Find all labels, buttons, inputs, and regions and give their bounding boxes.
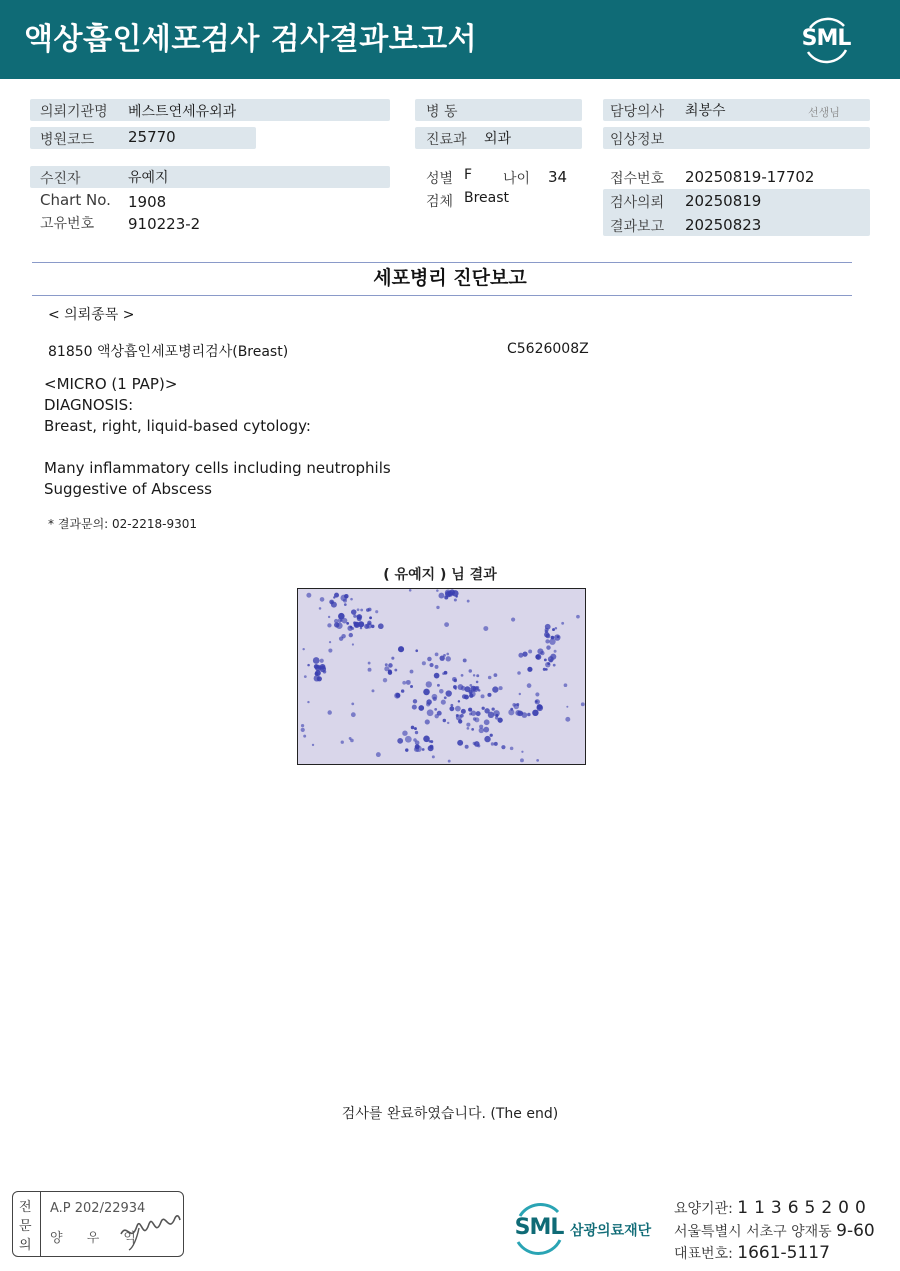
stained-cell (430, 740, 433, 743)
sex-value: F (464, 167, 473, 183)
stamp-license-no: A.P 202/22934 (50, 1201, 146, 1216)
stained-cell (483, 727, 489, 733)
stained-cell (319, 607, 322, 610)
stained-cell (426, 681, 432, 687)
stained-cell (494, 673, 498, 677)
stained-cell (432, 694, 438, 700)
stained-cell (353, 614, 356, 617)
report-line: <MICRO (1 PAP)> (44, 375, 178, 393)
stained-cell (463, 658, 467, 662)
stained-cell (452, 590, 459, 597)
stained-cell (425, 719, 430, 724)
stained-cell (537, 705, 544, 712)
stained-cell (484, 719, 490, 725)
stained-cell (410, 685, 413, 688)
stained-cell (554, 634, 560, 640)
patient-value: 유예지 (128, 170, 169, 186)
stained-cell (398, 646, 404, 652)
stained-cell (450, 704, 453, 707)
stained-cell (446, 690, 452, 696)
report-header (0, 0, 900, 79)
stained-cell (341, 634, 345, 638)
report-line: Many inflammatory cells including neutrophils (44, 459, 391, 477)
stained-cell (349, 633, 353, 637)
stained-cell (474, 717, 479, 722)
test-request-value: 20250819 (685, 192, 762, 210)
stained-cell (331, 602, 337, 608)
cytology-micrograph (297, 588, 586, 765)
stained-cell (439, 593, 445, 599)
stained-cell (357, 614, 362, 619)
hospital-code-value: 25770 (128, 128, 176, 146)
stained-cell (535, 655, 539, 659)
stained-cell (477, 744, 480, 747)
stained-cell (508, 709, 514, 715)
stained-cell (439, 689, 444, 694)
stained-cell (307, 701, 309, 703)
stained-cell (376, 752, 381, 757)
address-text: 서울특별시 서초구 양재동 (674, 1224, 832, 1240)
ward-label: 병 동 (426, 104, 458, 120)
logo-text: SML (801, 26, 851, 51)
stained-cell (422, 661, 426, 665)
stained-cell (536, 759, 539, 762)
stained-cell (301, 724, 304, 727)
stained-cell (410, 670, 414, 674)
stained-cell (352, 643, 354, 645)
stained-cell (566, 706, 568, 708)
report-line: DIAGNOSIS: (44, 396, 134, 414)
stained-cell (443, 719, 446, 722)
stained-cell (360, 609, 363, 612)
contact-note: * 결과문의: 02-2218-9301 (48, 517, 198, 531)
ordered-code: C5626008Z (507, 341, 589, 357)
stained-cell (535, 692, 539, 696)
stained-cell (476, 711, 481, 716)
stained-cell (401, 689, 404, 692)
stained-cell (368, 668, 372, 672)
stained-cell (383, 678, 387, 682)
stained-cell (418, 705, 424, 711)
stained-cell (333, 596, 335, 598)
stained-cell (452, 677, 457, 682)
stained-cell (302, 648, 304, 650)
clinical-info-label: 임상정보 (610, 132, 665, 148)
stained-cell (328, 616, 330, 618)
stained-cell (432, 755, 435, 758)
phone-number: 1661-5117 (737, 1243, 830, 1263)
stained-cell (369, 616, 372, 619)
stained-cell (581, 702, 585, 706)
stained-cell (436, 589, 439, 592)
micrograph-image (298, 589, 586, 765)
age-value: 34 (548, 168, 568, 186)
stained-cell (446, 656, 451, 661)
stained-cell (553, 664, 556, 667)
stained-cell (402, 730, 407, 735)
stained-cell (313, 657, 320, 664)
stained-cell (427, 657, 432, 662)
footer-logo-text: SML (514, 1215, 564, 1240)
stained-cell (467, 727, 470, 730)
stained-cell (378, 623, 384, 629)
specimen-label: 검체 (426, 194, 454, 210)
stained-cell (458, 700, 460, 702)
care-org-line (674, 1198, 872, 1218)
signature-icon (117, 1204, 183, 1252)
stamp-side-char: 문 (19, 1219, 32, 1234)
unique-no-value: 910223-2 (128, 215, 201, 233)
stained-cell (428, 745, 434, 751)
ordered-items-label: < 의뢰종목 > (48, 307, 135, 323)
stained-cell (411, 726, 415, 730)
unique-no-label: 고유번호 (40, 216, 95, 232)
stained-cell (455, 706, 461, 712)
receipt-no-label: 접수번호 (610, 171, 665, 187)
stained-cell (492, 686, 498, 692)
test-request-label: 검사의뢰 (610, 195, 665, 211)
result-report-value: 20250823 (685, 216, 762, 234)
stained-cell (320, 597, 325, 602)
stained-cell (555, 627, 558, 630)
stained-cell (448, 760, 451, 763)
stained-cell (366, 623, 372, 629)
ordered-item: 81850 액상흡인세포병리검사(Breast) (48, 344, 289, 360)
stained-cell (301, 728, 305, 732)
stained-cell (415, 649, 418, 652)
stained-cell (561, 622, 564, 625)
result-report-label: 결과보고 (610, 219, 665, 235)
age-label: 나이 (503, 171, 531, 187)
stained-cell (497, 718, 502, 723)
stained-cell (519, 693, 521, 695)
stained-cell (532, 710, 538, 716)
footer-org-name: 삼광의료재단 (570, 1223, 652, 1239)
stained-cell (351, 609, 357, 615)
stained-cell (517, 671, 521, 675)
stained-cell (468, 708, 472, 712)
stained-cell (402, 681, 406, 685)
phone-label: 대표번호: (674, 1246, 733, 1262)
sml-logo (800, 14, 852, 64)
stained-cell (434, 714, 438, 718)
stained-cell (458, 719, 462, 723)
stained-cell (385, 663, 388, 666)
stained-cell (465, 745, 469, 749)
stained-cell (423, 689, 430, 696)
stained-cell (397, 738, 403, 744)
stained-cell (467, 600, 470, 603)
report-line: Suggestive of Abscess (44, 480, 212, 498)
stained-cell (528, 649, 532, 653)
stained-cell (357, 608, 360, 611)
stained-cell (487, 693, 491, 697)
stained-cell (454, 599, 457, 602)
requesting-org-label: 의뢰기관명 (40, 104, 108, 120)
stained-cell (347, 626, 352, 631)
stained-cell (471, 728, 474, 731)
stamp-side-char: 전 (19, 1200, 32, 1215)
stained-cell (473, 674, 475, 676)
stained-cell (476, 674, 479, 677)
stained-cell (491, 742, 494, 745)
stained-cell (445, 589, 451, 595)
stained-cell (351, 712, 356, 717)
stained-cell (511, 617, 515, 621)
stained-cell (521, 751, 523, 753)
stained-cell (447, 722, 449, 724)
stained-cell (481, 694, 485, 698)
stained-cell (461, 674, 464, 677)
stained-cell (405, 748, 408, 751)
stained-cell (441, 700, 446, 705)
stamp-pathologist-name: 양 우 익 (50, 1231, 146, 1246)
stained-cell (329, 641, 331, 643)
footer-sml-logo (510, 1200, 568, 1256)
stained-cell (388, 663, 393, 668)
stained-cell (415, 731, 418, 734)
stained-cell (527, 713, 531, 717)
stained-cell (545, 668, 548, 671)
stained-cell (512, 703, 516, 707)
stained-cell (554, 650, 557, 653)
stained-cell (483, 626, 488, 631)
stained-cell (435, 665, 439, 669)
stained-cell (449, 706, 454, 711)
stained-cell (413, 699, 417, 703)
stamp-side-column (13, 1192, 41, 1256)
stained-cell (457, 740, 463, 746)
end-text: 검사를 완료하였습니다. (The end) (341, 1106, 559, 1122)
stained-cell (315, 665, 321, 671)
stained-cell (546, 645, 550, 649)
stained-cell (312, 744, 314, 746)
stained-cell (545, 630, 548, 633)
requesting-org-value: 베스트연세유외과 (128, 104, 237, 120)
stained-cell (479, 728, 484, 733)
phone-line (674, 1243, 830, 1263)
stained-cell (461, 709, 466, 714)
stained-cell (495, 714, 498, 717)
stained-cell (515, 710, 521, 716)
stained-cell (426, 699, 432, 705)
stained-cell (520, 758, 524, 762)
stained-cell (395, 693, 400, 698)
stained-cell (453, 685, 457, 689)
hospital-code-label: 병원코드 (40, 132, 95, 148)
stained-cell (366, 608, 370, 612)
stained-cell (328, 648, 332, 652)
doctor-suffix: 선생님 (808, 106, 840, 119)
stained-cell (341, 741, 344, 744)
stained-cell (550, 654, 556, 660)
stained-cell (344, 603, 347, 606)
stained-cell (342, 618, 348, 624)
report-line: Breast, right, liquid-based cytology: (44, 417, 311, 435)
stained-cell (434, 673, 440, 679)
specimen-value: Breast (464, 190, 510, 206)
stained-cell (535, 700, 538, 703)
stained-cell (544, 658, 547, 661)
stained-cell (565, 717, 570, 722)
stained-cell (350, 739, 354, 743)
stained-cell (394, 669, 397, 672)
image-caption: ( 유예지 ) 님 결과 (383, 567, 497, 583)
stamp-side-char: 의 (19, 1238, 32, 1253)
stained-cell (317, 676, 322, 681)
section-bottom-rule (32, 295, 852, 296)
stained-cell (414, 727, 417, 730)
stained-cell (307, 664, 310, 667)
stained-cell (490, 734, 493, 737)
stained-cell (501, 745, 505, 749)
address-number: 9-60 (836, 1221, 875, 1241)
stained-cell (444, 671, 448, 675)
stained-cell (422, 748, 425, 751)
stained-cell (492, 707, 495, 710)
stained-cell (414, 747, 419, 752)
stained-cell (436, 606, 439, 609)
stained-cell (466, 723, 470, 727)
stained-cell (412, 705, 417, 710)
stained-cell (576, 615, 580, 619)
stained-cell (482, 707, 485, 710)
stained-cell (435, 653, 439, 657)
department-value: 외과 (484, 131, 512, 147)
stained-cell (545, 639, 549, 643)
stained-cell (334, 619, 338, 623)
doctor-value: 최봉수 (685, 103, 726, 119)
stained-cell (464, 686, 470, 692)
stained-cell (423, 736, 430, 743)
stained-cell (304, 675, 307, 678)
stained-cell (391, 657, 394, 660)
stained-cell (522, 652, 527, 657)
stained-cell (446, 653, 449, 656)
stained-cell (303, 735, 306, 738)
pathologist-stamp (12, 1191, 184, 1257)
stained-cell (360, 627, 362, 629)
stained-cell (476, 681, 479, 684)
stained-cell (320, 659, 324, 663)
chart-no-label: Chart No. (40, 191, 111, 209)
report-title: 액상흡인세포검사 검사결과보고서 (24, 22, 478, 57)
stained-cell (527, 667, 532, 672)
stained-cell (344, 594, 349, 599)
section-title: 세포병리 진단보고 (373, 267, 527, 289)
stained-cell (354, 622, 360, 628)
stained-cell (527, 683, 532, 688)
stained-cell (439, 655, 444, 660)
stained-cell (327, 710, 331, 714)
stained-cell (406, 680, 411, 685)
doctor-label: 담당의사 (610, 104, 665, 120)
stained-cell (444, 595, 448, 599)
stained-cell (473, 742, 476, 745)
care-org-label: 요양기관: (674, 1201, 733, 1217)
patient-row (30, 166, 390, 188)
stained-cell (409, 589, 412, 592)
stained-cell (372, 689, 375, 692)
stained-cell (434, 708, 437, 711)
stained-cell (384, 666, 389, 671)
stained-cell (469, 669, 472, 672)
stained-cell (522, 712, 528, 718)
stained-cell (499, 686, 503, 690)
department-label: 진료과 (426, 132, 467, 148)
stained-cell (473, 686, 479, 692)
stained-cell (368, 662, 371, 665)
stained-cell (458, 684, 464, 690)
stained-cell (469, 712, 472, 715)
stained-cell (484, 736, 490, 742)
address-line (674, 1221, 875, 1241)
chart-no-value: 1908 (128, 193, 167, 211)
stained-cell (540, 651, 544, 655)
stained-cell (564, 683, 568, 687)
stained-cell (488, 712, 494, 718)
patient-label: 수진자 (40, 171, 81, 187)
stained-cell (488, 676, 492, 680)
stained-cell (340, 619, 343, 622)
stained-cell (552, 628, 555, 631)
stained-cell (306, 593, 311, 598)
stained-cell (437, 684, 440, 687)
sex-label: 성별 (426, 171, 454, 187)
stained-cell (327, 623, 331, 627)
stained-cell (444, 622, 449, 627)
stained-cell (510, 747, 514, 751)
stained-cell (351, 702, 354, 705)
stained-cell (444, 696, 447, 699)
stained-cell (427, 709, 434, 716)
receipt-no-value: 20250819-17702 (685, 168, 815, 186)
stained-cell (350, 598, 353, 601)
stained-cell (405, 736, 412, 743)
stained-cell (545, 662, 550, 667)
stained-cell (494, 742, 498, 746)
stained-cell (429, 663, 433, 667)
stained-cell (464, 695, 469, 700)
stained-cell (375, 610, 378, 613)
care-org-number: 11365200 (737, 1198, 872, 1218)
